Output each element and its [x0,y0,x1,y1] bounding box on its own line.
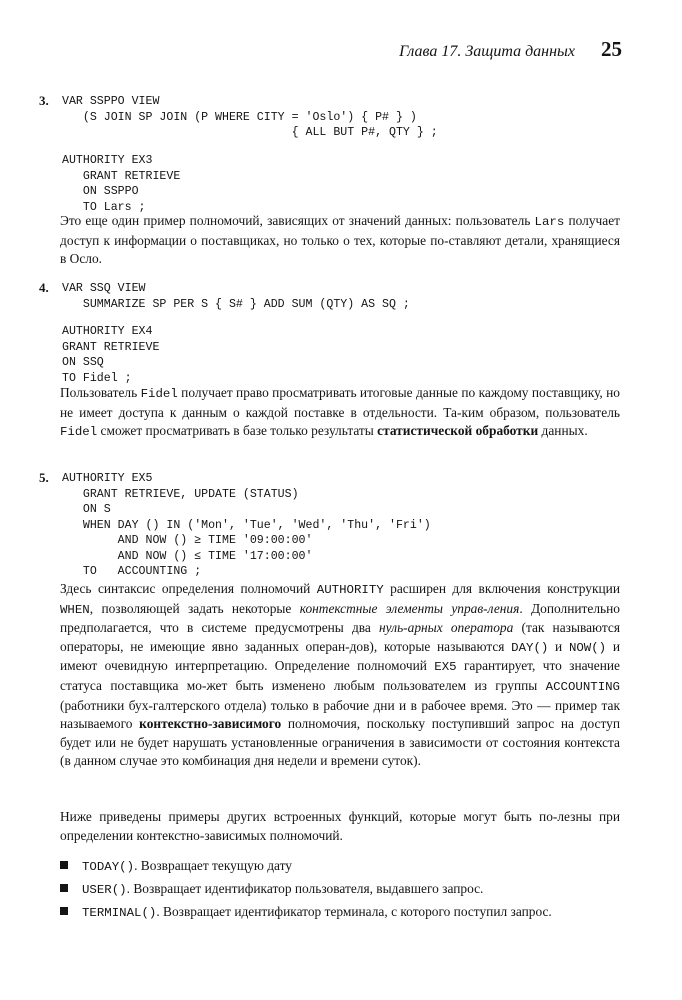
builtin-functions-list [60,855,630,924]
user-lars: Lars [534,215,565,229]
item-number-5: 5. [39,470,49,485]
paragraph-ex4: Пользователь Fidel получает право просматривать итоговые данные по каждому поставщику, но не имеет доступа к данным о каждой поставке в отдельности. Та-ким образом, пользователь Fidel сможет просматривать в базе только результаты статистической обработки данных. [60,385,621,440]
code-view-ssq: VAR SSQ VIEW SUMMARIZE SP PER S { S# } ADD SUM (QTY) AS SQ ; [62,282,410,311]
code-authority-ex4: AUTHORITY EX4 GRANT RETRIEVE ON SSQ TO Fidel ; [62,325,160,385]
page-number: 25 [601,37,622,61]
code-authority-ex5: AUTHORITY EX5 GRANT RETRIEVE, UPDATE (STATUS) ON S WHEN DAY () IN ('Mon', 'Tue', 'Wed', 'Thu', 'Fri') AND NOW () ≥ TIME '09:00:00' AND NOW () ≤ TIME '17:00:00' TO ACCOUNTING ; [62,472,431,578]
item-number-3: 3. [39,93,49,108]
paragraph-ex5: Здесь синтаксис определения полномочий AUTHORITY расширен для включения конструкции WHEN, позволяющей задать некоторые контекстные элементы управ-ления. Дополнительно предполагается, что в системе предусмотрены два нуль-арных оператора (так называются операторы, не имеющие явно заданных операн-дов), которые называются DAY() и NOW() и имеют очевидную интерпретацию. Определение полномочий EX5 гарантирует, что значение статуса поставщика мо-жет быть изменено любым пользователем из группы ACCOUNTING (работники бух-галтерского отдела) только в рабочие дни и в рабочее время. Это — пример так называемого контекстно-зависимого полномочия, поскольку поступивший запрос на доступ будет или не будет нарушать установленные ограничения в зависимости от состояния контекста (в данном случае это комбинация дня недели и времени суток). [60,581,621,769]
code-view-ssppo: VAR SSPPO VIEW (S JOIN SP JOIN (P WHERE CITY = 'Oslo') { P# } ) { ALL BUT P#, QTY } ; [62,95,438,139]
term-statistical-processing: статистической обработки [377,423,539,439]
bullet-square-icon [60,907,68,915]
bullet-square-icon [60,884,68,892]
term-context-dependent: контекстно-зависимого [139,716,282,732]
item-number-4: 4. [39,280,49,295]
paragraph-builtin-functions: Ниже приведены примеры других встроенных функций, которые могут быть по-лезны при определении контекстно-зависимых полномочий. [60,809,620,843]
list-item: TODAY(). Возвращает текущую дату [60,855,630,878]
bullet-square-icon [60,861,68,869]
chapter-title: Глава 17. Защита данных [399,43,575,60]
running-header [399,37,622,62]
code-authority-ex3: AUTHORITY EX3 GRANT RETRIEVE ON SSPPO TO Lars ; [62,154,181,214]
list-item: USER(). Возвращает идентификатор пользователя, выдавшего запрос. [60,878,630,901]
list-item: TERMINAL(). Возвращает идентификатор терминала, с которого поступил запрос. [60,901,630,924]
paragraph-ex3: Это еще один пример полномочий, зависящих от значений данных: пользователь Lars получает доступ к информации о поставщиках, но только о тех, которые по-ставляют детали, хранящиеся в Осло. [60,213,620,267]
